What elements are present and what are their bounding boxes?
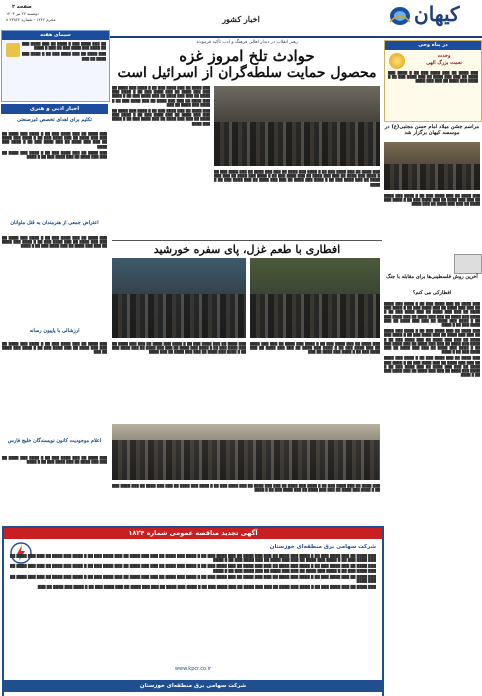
arts-text-3: ███ ████ ██ ███ ████ ███ ██ █ ████ ███ ████ ██ ███ ███ ████ ██ ███ ████ ███ ██ █ ████ ███ ████ ██ ███ [2,342,107,355]
group-photo [112,424,380,480]
lead-headline-1: حوادث تلخ امروز غزه [179,47,315,65]
right-column [384,40,480,696]
lead-photo-crowd [214,122,380,166]
second-headline: افطاری با طعم غزل، پای سفره خورشید [153,243,341,256]
wahy-text: ███ ████ ██ ███ ████ ███ ██ █ ████ ███ ████ ██ ███ ███ ████ ██ ███ ████ ███ ██ █ ████ ███ ████ ██ ███ ███ ████ [388,71,478,84]
arts-text-1: ███ ████ ██ ███ ████ ███ ██ █ ████ ███ ████ ██ ███ ███ ████ ██ ███ ████ ███ ██ █ ████ ███ ████ ██ ███ ███ ████ ██ ███ ████ ███ ██ █ ████ ███ ████ ███ ████ ██ ███ ████ ███ ██ █ ████ ███ ████ ██ ███ ███ ████ ██ ███ ████ ███ ██ █ ████ [2,132,107,160]
arts-text-2: ███ ████ ██ ███ ████ ███ ██ █ ████ ███ ████ ██ ███ ███ ████ ██ ███ ████ ███ ██ █ ████ ███ ████ ██ ███ ███ ████ ██ ███ ████ ███ ██ █ ████ [2,236,107,249]
opinion-badge [454,254,482,274]
opinion-text: ███ ████ ██ ███ ████ ███ ██ █ ████ ███ ████ ██ ███ ███ ████ ██ ███ ████ ███ ██ █ ████ ███ ████ ██ ███ ███ ████ ██ ███ ████ ███ ██ █ ████ ███ ████ ██ ███ ███ ████ ██ ███ ████ ███ ██ █ ████ ███ ████ ██ ███ ███ ████ ██ ███ ████ ███ ██ █ ████ ███ ████ ██ ███ ████ ███ ██ █ ████ ███ ████ ██ ███ ███ ████ ██ ███ ████ ███ ██ █ ████ ███ ████ ██ ███ ███ ████ ██ ███ ████ ███ ██ █ ████ ███ ████ ██ ███ ███ ████ ██ ███ ████ ███ ██ █ ████ ███ ████ ██ ███ ███ ████ ██ ███ ████ ███ ██ █ ████ ███ ████ ██ ███ ████ ███ ██ █ ████ ███ ████ ██ ███ ███ ████ ██ ███ ████ ███ ██ █ ████ ███ ████ ██ ███ ███ ████ ██ ███ ████ ███ ██ █ ████ ███ ████ ██ ███ ███ ████ ██ ███ ████ ███ ██ █ ████ [384,302,480,378]
ad-body: ███ ████ ██ ███ ████ ███ ██ █ ████ ███ ████ ██ ███ ███ ████ ██ ███ ████ ███ ██ █ ████ ███ ████ ██ ███ ███ ████ ██ ███ ████ ███ ██ █ ████ ███ ████ ██ ███ ███ ████ ██ ███ ████ ███ ██ █ ████ ███ ████ ██ ███ ███ ████ ██ ███ ████ ███ ██ █ ████ ███ ████ ██ ███ ████ ███ ██ █ ████ ███ ████ ██ ███ ███ ████ ██ ███ ████ ███ ██ █ ████ ███ ████ ██ ███ ███ ████ ██ ███ ████ ███ ██ █ ████ ███ ████ ██ ███ ███ ████ ██ ███ ████ ███ ██ █ ████ ███ ████ ██ ███ ███ ████ ██ ███ ████ ███ ██ █ ████ ███ ████ ██ ███ ████ ███ ██ █ ████ ███ ████ ██ ███ ███ ████ ██ ███ ████ ███ ██ █ ████ ███ ████ ██ ███ ███ ████ ██ ███ ████ ███ ██ █ ████ ███ ████ ██ ███ ███ ████ ██ ███ ████ ███ ████ ██ ███ ████ ███ ██ █ ████ ███ ████ ██ ███ ███ ████ ██ ███ ████ ███ ██ █ ████ ███ ████ ██ ███ ███ ████ ██ ███ ████ ███ ██ █ ████ ███ ████ ██ ███ [10,554,376,590]
wahy-banner: در پناه وحی [385,41,481,50]
page-number: صفحه ۲ [12,4,32,10]
weekly-title: سیمای هفته [2,31,109,40]
opinion-headline: آخرین روش فلسطینی‌ها برای مقابله با جنگ [386,274,478,280]
ad-footer-banner: شرکت سهامی برق منطقه‌ای خوزستان [4,680,382,692]
group-photo-people [112,440,380,480]
lead-body-mid: ███ ████ ██ ███ ████ ███ ██ █ ████ ███ ████ ██ ███ ███ ████ ██ ███ ████ ███ ██ █ ████ ███ ████ ██ ███ ███ ████ ██ ███ ████ ███ ██ █ ████ ███ ████ ██ ███ ███ ████ ██ ███ ████ ███ ██ █ ████ ███ ████ ██ ███ ███ ████ ██ ███ ████ ███ ██ █ ████ [214,170,380,187]
second-photo-2-people [112,294,246,338]
celebration-text: ███ ████ ██ ███ ████ ███ ██ █ ████ ███ ████ ██ ███ ███ ████ ██ ███ ████ ███ ██ █ ████ ███ ████ ██ ███ ███ ████ ██ ███ ████ [384,194,480,207]
wahy-subtitle-2: نعمت بزرگ الهی [426,60,462,66]
celebration-headline: مراسم جشن میلاد امام حسن مجتبی(ع) در موسسه کیهان برگزار شد [384,124,480,136]
celebration-photo-people [384,164,480,190]
arts-headline-4: اعلام موجودیت کانون نویسندگان خلیج فارس [7,438,102,444]
second-body-1: ███ ████ ██ ███ ████ ███ ██ █ ████ ███ ████ ██ ███ ███ ████ ██ ███ ████ ███ ██ █ ████ ███ ████ ██ ███ ███ ████ ██ ███ ████ ███ ██ █ ████ ███ ████ ██ ███ ███ ████ ██ ███ ████ [112,342,246,355]
wahy-subtitle: وحدت [437,53,451,59]
arts-headline-3: ارزشالی با پاپیون رسانه [29,328,80,334]
logo-text: کیهان [414,2,460,26]
ad-company: شرکت سهامی برق منطقه‌ای خوزستان [269,544,376,550]
weekly-icon [6,43,20,57]
weekly-box [1,30,110,102]
second-body-2: ███ ████ ██ ███ ████ ███ ██ █ ████ ███ ████ ██ ███ ███ ████ ██ ███ ████ ███ ██ █ ████ ███ ████ ██ ███ ███ ████ ██ ███ ████ ███ ██ █ ████ ███ ████ ██ ███ [250,342,380,355]
lead-body-left: ███ ████ ██ ███ ████ ███ ██ █ ████ ███ ████ ██ ███ ███ ████ ██ ███ ████ ███ ██ █ ████ ███ ████ ██ ███ ███ ████ ██ ███ ████ ███ ██ █ ████ ███ ████ ██ ███ ███ ████ ██ ███ ████ ███ ██ █ ████ ███ ████ ██ ███ ███ ████ ██ ███ ████ ███ ██ █ ████ ███ ████ ██ ███ ███ ████ ██ ███ ████ ███ ██ █ ████ ███ ████ ██ ███ ███ ████ ██ ███ ████ ███ ██ █ ████ ███ ████ [112,86,210,126]
ad-website[interactable]: www.kpcr.co.ir [174,666,212,672]
issue-line: ۸ محرم ۱۴۴۶ - شماره ۲۳۸۲۲ [6,17,56,22]
arts-section-banner: اخبار ادبی و هنری [1,104,108,114]
celebration-photo [384,142,480,190]
left-column [0,28,110,523]
second-photo-2 [112,258,246,338]
weekly-text: ██ ███ ████ ███ █ ████ ██ ███ ████ ███ ██ ████ ███ ████ ███ ██ ███ █ ████ ███ ████ ██ ███ ████ ███ ██ █ ████ ███ ████ ██ ███ [22,42,106,61]
arts-text-4: ███ ████ ██ ███ ████ ███ ██ █ ████ ███ ████ ██ ███ ███ ████ ██ ███ ████ ███ ██ █ ████ [2,456,107,465]
wahy-box [384,40,482,122]
lead-story [112,40,382,84]
tender-ad [2,526,384,696]
date-line: دوشنبه ۲۴ تیر ۱۴۰۳ [6,11,39,16]
sun-icon [389,53,405,69]
section-divider [112,240,382,241]
bottom-body: ███ ████ ██ ███ ████ ███ ██ █ ████ ███ ████ ██ ███ ███ ████ ██ ███ ████ ███ ██ █ ████ ███ ████ ██ ███ ███ ████ ██ ███ ████ ███ ██ █ ████ ███ ████ ██ ███ ███ ████ ██ ███ ████ ███ ██ █ ████ [112,484,380,493]
section-title: اخبار کشور [222,14,260,24]
opinion-headline-2: افطارکی می کنم؟ [412,290,452,296]
lead-headline-2: محصول حمایت سلطه‌گران از اسرائیل است [117,65,377,81]
arts-headline-2: اعتراض جمعی از هنرمندان به قتل ملوانان [10,220,99,226]
ad-title-banner: آگهی تجدید مناقصه عمومی شماره ۱۸۲۴ [4,528,382,539]
lead-photo [214,86,380,166]
second-photo-1 [250,258,380,338]
second-photo-1-people [250,294,380,338]
masthead-logo [380,0,476,32]
lead-kicker: رهبر انقلاب در دیدار اهالی فرهنگ و ادب تأکید فرمودند [196,40,298,45]
arts-headline-1: تکلیم برای اهدای تخصص غیرصنعتی [17,117,92,123]
